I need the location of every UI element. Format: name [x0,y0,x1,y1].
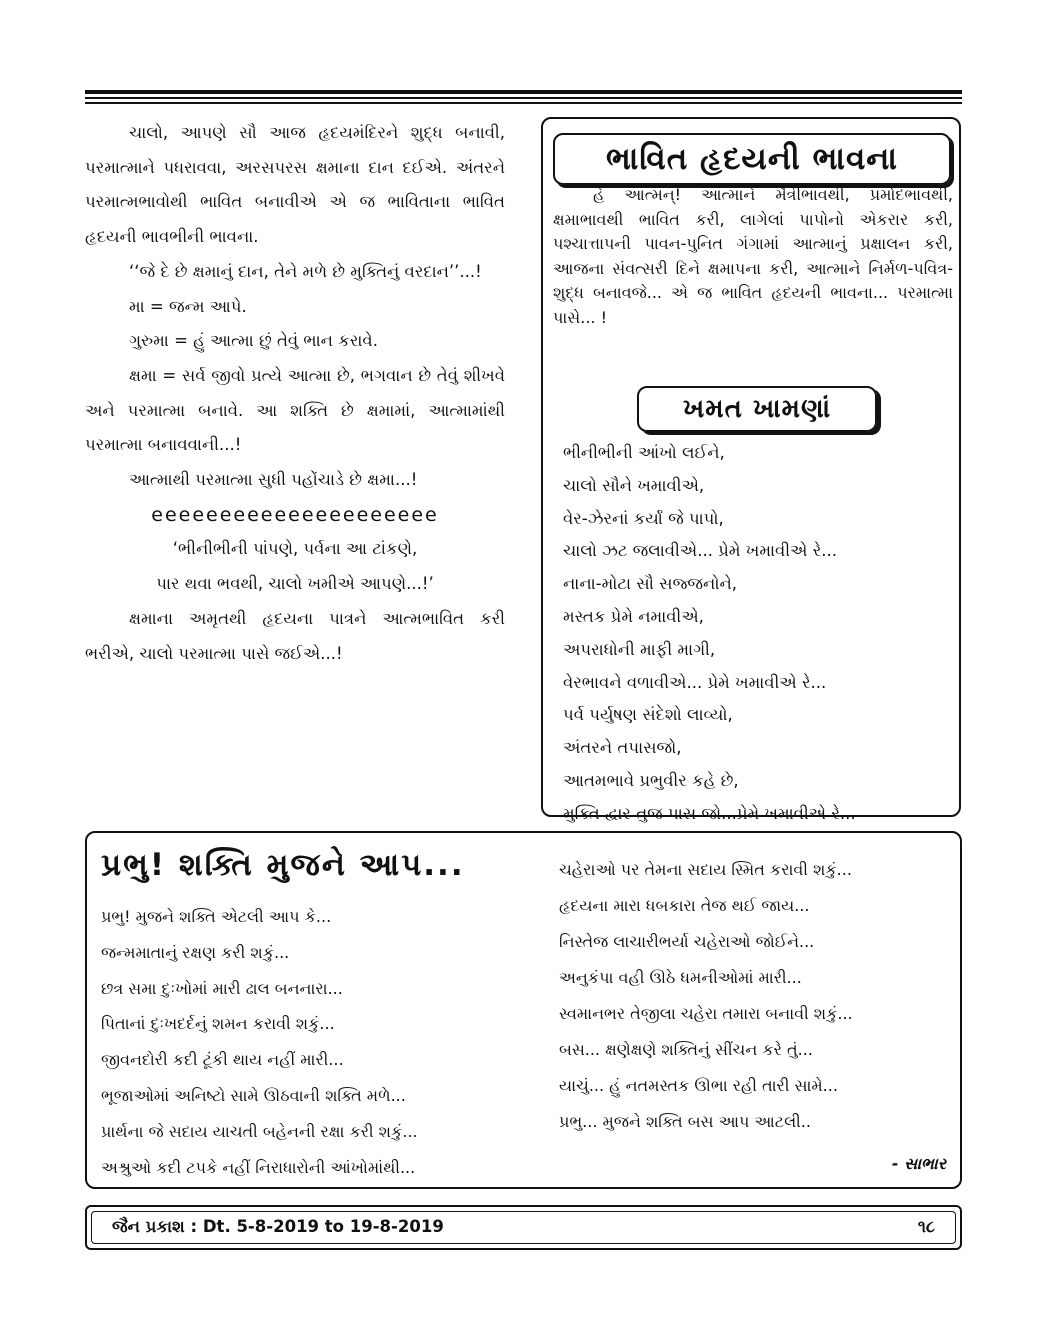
right-article-box [541,117,961,823]
left-paragraph-6: આત્માથી પરમાત્મા સુધી પહોંચાડે છે ક્ષમા...! [129,470,418,490]
credit-text: - સાભાર [891,1154,946,1173]
poem-title: ખમત ખામણાં [637,386,877,432]
poem-line: મસ્તક પ્રેમે નમાવીએ, [563,606,704,626]
poem-line: ચાલો ઝટ જલાવીએ... પ્રેમે ખમાવીએ રે... [563,541,837,561]
poem [563,437,953,831]
poem-line: વેર-ઝેરનાં કર્યાં જે પાપો, [563,508,724,528]
bottom-left-lines [101,899,541,1185]
separator-line: eeeeeeeeeeeeeeeeeeeee [151,503,439,526]
bottom-line: પ્રભુ! મુજને શક્તિ એટલી આપ કે... [101,907,332,926]
right-article-intro [553,183,953,330]
right-article-title: ભાવિત હૃદયની ભાવના [553,133,951,185]
bottom-line: છત્ર સમા દુઃખોમાં મારી ઢાલ બનનારા... [101,978,343,998]
right-intro-paragraph: હે આત્મન્! આત્માને મૈત્રીભાવથી, પ્રમોદભાવથી, ક્ષમાભાવથી ભાવિત કરી, લાગેલાં પાપોનો એકરાર કરી, પશ્ચાત્તાપની પાવન-પુનિત ગંગામાં આત્માનું પ્રક્ષાલન કરી, આજના સંવત્સરી દિને ક્ષમાપના કરી, આત્માને નિર્મળ-પવિત્ર-શુદ્ધ બનાવજે... એ જ ભાવિત હૃદયની ભાવના... પરમાત્મા પાસે... ! [553,185,953,327]
page-footer [85,1205,962,1250]
left-paragraph-1: ચાલો, આપણે સૌ આજ હૃદયમંદિરને શુદ્ધ બનાવી, પરમાત્માને પધરાવવા, અરસપરસ ક્ષમાના દાન દઈએ. અંતરને પરમાત્મભાવોથી ભાવિત બનાવીએ એ જ ભાવિતાના ભાવિત હૃદયની ભાવભીની ભાવના. [85,123,505,247]
poem-line: ભીનીભીની આંખો લઈને, [563,443,725,462]
bottom-line: પ્રાર્થના જે સદાય યાચતી બહેનની રક્ષા કરી શકું... [101,1121,418,1141]
quote-line-1: ‘ભીનીભીની પાંપણે, પર્વના આ ટાંકણે, [172,539,418,559]
poem-line: મુક્તિ દ્વાર તુજ પાસ જો...પ્રેમે ખમાવીએ રે... [563,803,856,823]
page-number: ૧૮ [917,1217,935,1236]
poem-line: આતમભાવે પ્રભુવીર કહે છે, [563,770,739,790]
left-paragraph-3: મા = જન્મ આપે. [129,296,247,316]
left-paragraph-5: ક્ષમા = સર્વ જીવો પ્રત્યે આત્મા છે, ભગવાન છે તેવું શીખવે અને પરમાત્મા બનાવે. આ શક્તિ છે ક્ષમામાં, આત્મામાંથી પરમાત્મા બનાવવાની...! [85,365,505,455]
poem-line: અંતરને તપાસજો, [563,738,682,758]
bottom-line: યાચું... હું નતમસ્તક ઊભા રહી તારી સામે... [559,1076,838,1095]
bottom-line: બસ... ક્ષણેક્ષણે શક્તિનું સીંચન કરે તું... [559,1040,813,1059]
bottom-line: અશ્રુઓ કદી ટપકે નહીં નિરાધારોની આંખોમાંથી... [101,1157,416,1177]
bottom-line: અનુકંપા વહી ઊઠે ધમનીઓમાં મારી... [559,968,802,987]
publication-info: જૈન પ્રકાશ : Dt. 5-8-2019 to 19-8-2019 [112,1217,444,1236]
poem-line: વેરભાવને વળાવીએ... પ્રેમે ખમાવીએ રે... [563,672,827,692]
bottom-line: જન્મમાતાનું રક્ષણ કરી શકું... [101,942,290,962]
bottom-line: પ્રભુ... મુજને શક્તિ બસ આપ આટલી.. [559,1112,811,1131]
left-column [85,116,505,671]
left-paragraph-4: ગુરુમા = હું આત્મા છું તેવું ભાન કરાવે. [129,331,378,351]
quote-line-2: પાર થવા ભવથી, ચાલો ખમીએ આપણે...!’ [156,574,434,594]
bottom-right-lines [559,852,951,1140]
poem-line: અપરાધોની માફી માગી, [563,639,716,659]
bottom-line: પિતાનાં દુઃખદર્દનું શમન કરાવી શકું... [101,1014,335,1034]
poem-line: ચાલો સૌને ખમાવીએ, [563,475,705,495]
header-rule-thin-2 [85,102,962,104]
left-paragraph-2: ‘‘જે દે છે ક્ષમાનું દાન, તેને મળે છે મુક્તિનું વરદાન’’...! [129,261,482,281]
bottom-line: સ્વમાનભર તેજીલા ચહેરા તમારા બનાવી શકું... [559,1004,853,1023]
header-rule-thin-1 [85,97,962,99]
poem-line: નાના-મોટા સૌ સજ્જનોને, [563,574,737,594]
bottom-line: જીવનદોરી કદી ટૂંકી થાય નહીં મારી... [101,1050,344,1070]
header-rule-thick [85,90,962,94]
bottom-line: ચહેરાઓ પર તેમના સદાય સ્મિત કરાવી શકું... [559,860,852,879]
bottom-article-title: પ્રભુ! શક્તિ મુજને આપ... [101,847,465,883]
bottom-line: નિસ્તેજ લાચારીભર્યા ચહેરાઓ જોઈને... [559,932,815,951]
bottom-article-box [85,831,962,1189]
bottom-line: હૃદયના મારા ધબકારા તેજ થઈ જાય... [559,896,810,915]
left-closing-paragraph: ક્ષમાના અમૃતથી હૃદયના પાત્રને આત્મભાવિત કરી ભરીએ, ચાલો પરમાત્મા પાસે જઈએ...! [85,608,505,663]
bottom-line: ભૂજાઓમાં અનિષ્ટો સામે ઊઠવાની શક્તિ મળે... [101,1085,406,1105]
poem-line: પર્વ પર્યુષણ સંદેશો લાવ્યો, [563,705,733,725]
footer-inner-frame [91,1211,956,1244]
